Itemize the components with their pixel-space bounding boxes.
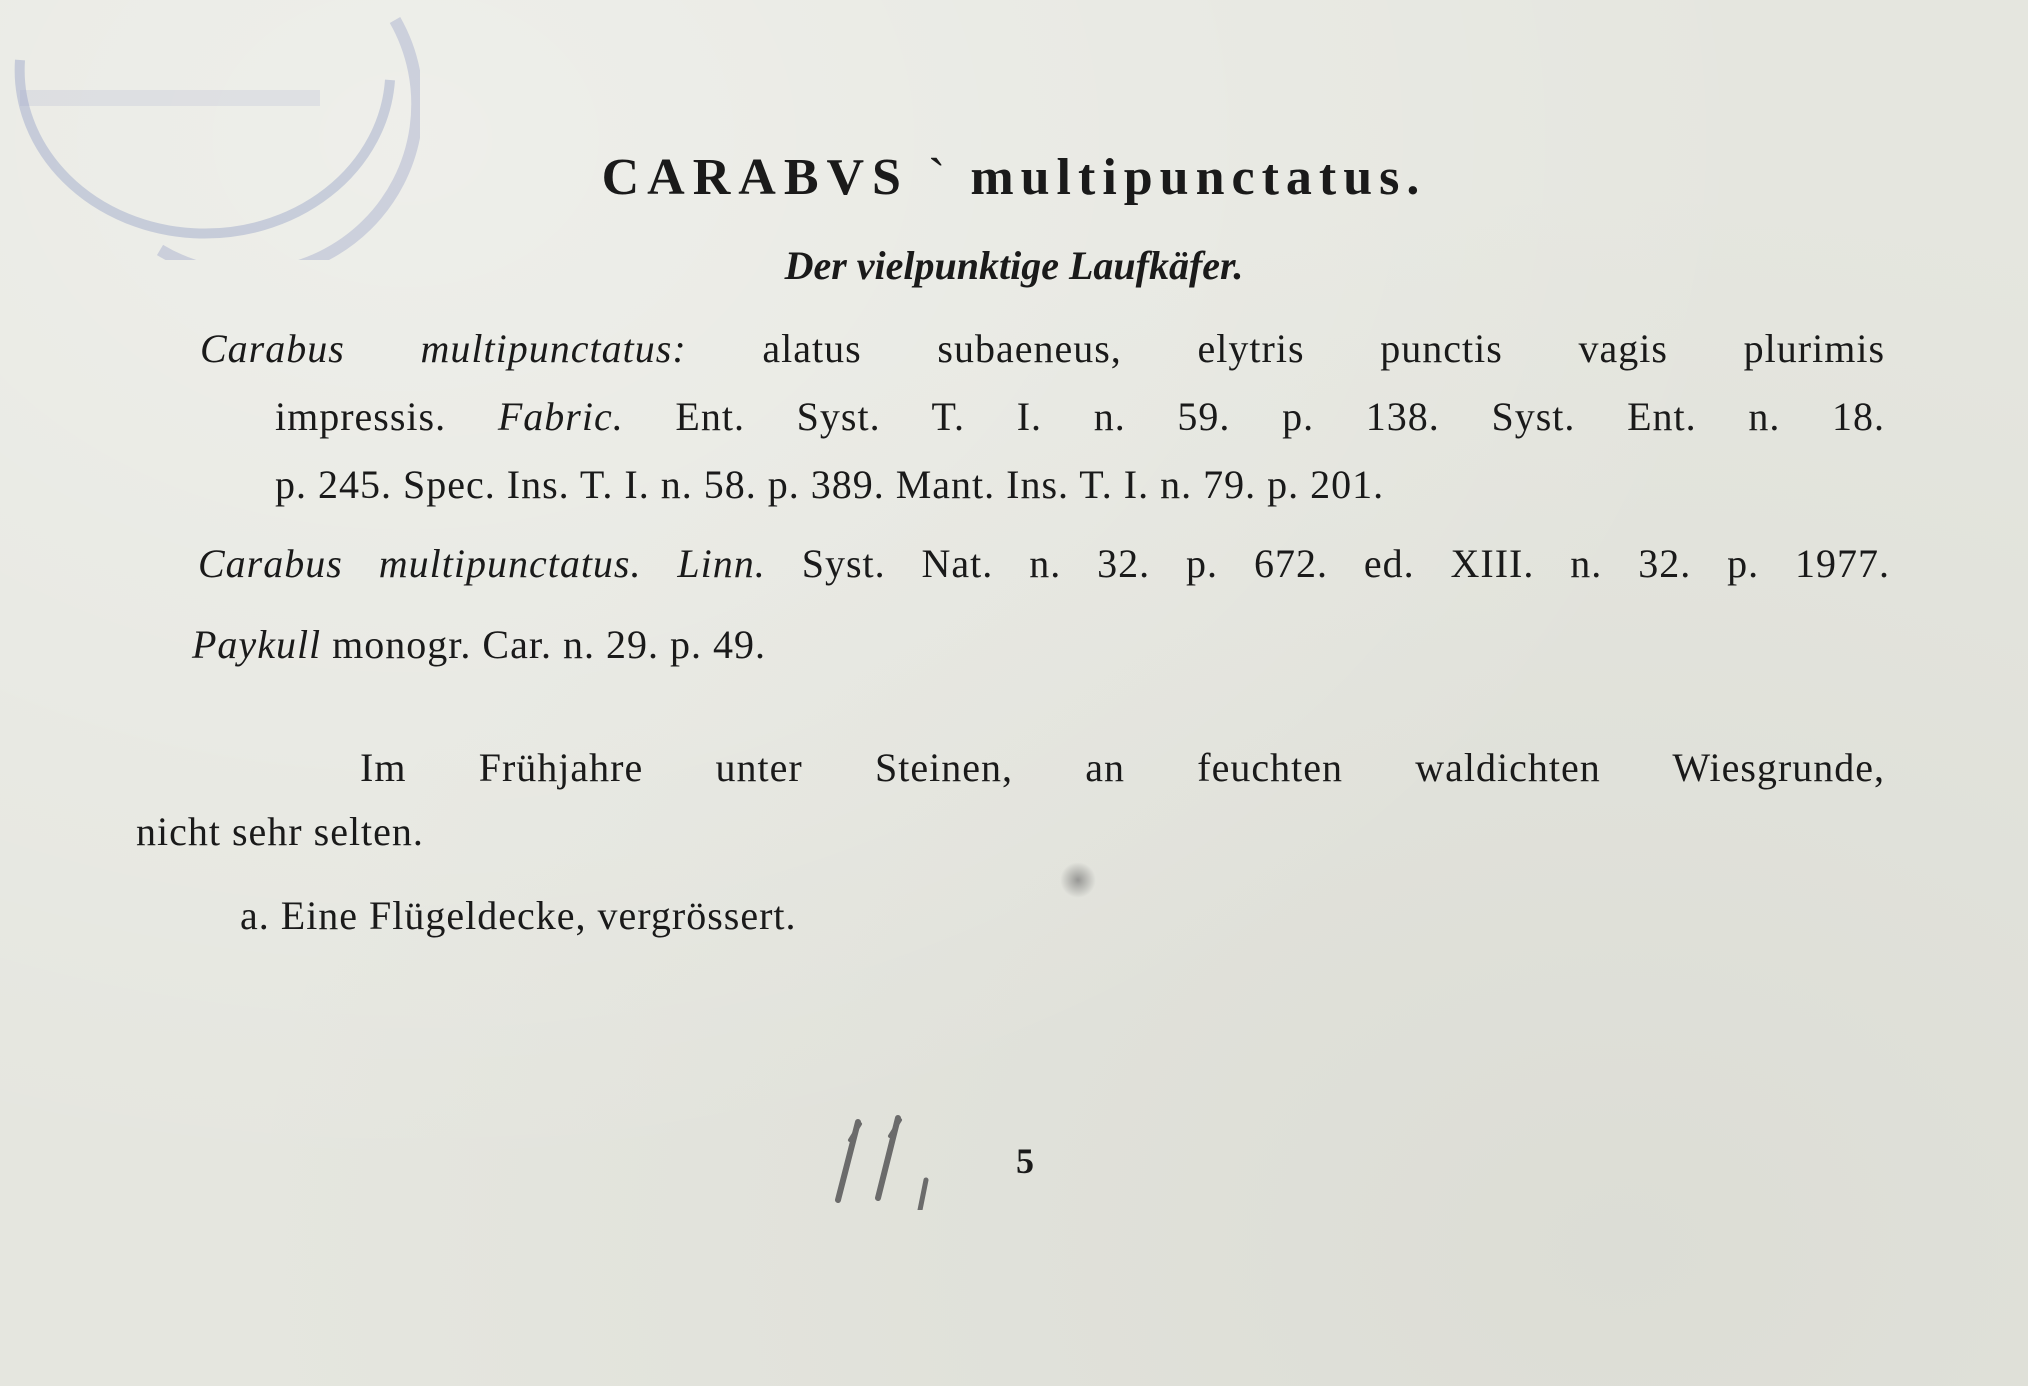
reference-line-4 <box>198 540 1890 587</box>
page-number: 5 <box>1016 1141 1034 1181</box>
reference-line-3: p. 245. Spec. Ins. T. I. n. 58. p. 389. Mant. Ins. T. I. n. 79. p. 201. <box>275 462 1385 507</box>
fabric-citation: Ent. Syst. T. I. n. 59. p. 138. Syst. Ent. n. 18. <box>675 394 1886 439</box>
diagnosis-text: alatus subaeneus, elytris punctis vagis plurimis <box>762 326 1886 371</box>
library-stamp-icon <box>0 0 420 260</box>
author-linn: Linn. <box>677 541 766 586</box>
linnaeus-citation: Syst. Nat. n. 32. p. 672. ed. XIII. n. 32. p. 1977. <box>801 541 1891 586</box>
linnaeus-species-italic: Carabus multipunctatus. <box>198 541 642 586</box>
species-name-italic: Carabus multipunctatus: <box>200 326 687 371</box>
reference-line-5 <box>192 621 766 668</box>
author-fabric: Fabric. <box>497 394 624 439</box>
reference-line-2 <box>275 393 1885 440</box>
title-species: multipunctatus. <box>970 149 1427 206</box>
ink-smudge <box>1060 862 1096 898</box>
habitat-line-1: Im Frühjahre unter Steinen, an feuchten waldichten Wiesgrunde, <box>360 745 1885 790</box>
title-genus: CARABVS <box>601 149 909 206</box>
page-subtitle: Der vielpunktige Laufkäfer. <box>784 243 1244 288</box>
reference-line-1 <box>200 325 1885 372</box>
diagnosis-end: impressis. <box>275 394 447 439</box>
author-paykull: Paykull <box>192 622 322 667</box>
figure-caption: a. Eine Flügeldecke, vergrössert. <box>240 893 797 938</box>
page-title <box>0 148 2028 207</box>
title-separator: ` <box>927 149 952 206</box>
habitat-line-2: nicht sehr selten. <box>136 809 424 854</box>
handwritten-annotation-icon <box>826 1110 946 1210</box>
paykull-citation: monogr. Car. n. 29. p. 49. <box>332 622 766 667</box>
